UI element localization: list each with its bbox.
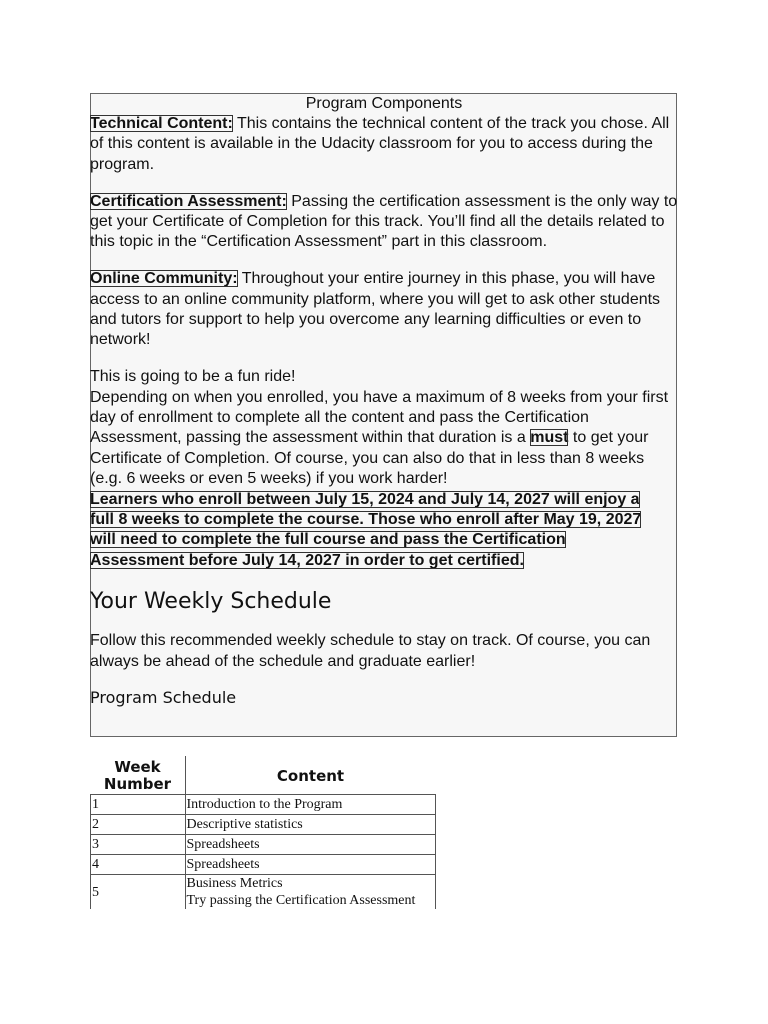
schedule-table	[90, 756, 436, 909]
notice-line-3: will need to complete the full course and pass the Certification	[90, 531, 566, 549]
week-cell: 4	[91, 855, 186, 875]
duration-paragraph	[90, 388, 678, 490]
content-cell: Descriptive statistics	[185, 815, 436, 835]
content-header: Content	[185, 756, 436, 795]
community-paragraph	[90, 269, 678, 351]
content-cell: Spreadsheets	[185, 835, 436, 855]
notice-line-4: Assessment before July 14, 2027 in order to get certified.	[90, 551, 524, 569]
community-text: Throughout your entire journey in this phase, you will have access to an online community platform, where you will get to ask other students and tutors for support to help you overcome any learning difficulties or even to network!	[90, 270, 661, 349]
table-header-row	[91, 756, 436, 795]
program-schedule-heading: Program Schedule	[90, 688, 237, 708]
weekly-schedule-text: Follow this recommended weekly schedule to stay on track. Of course, you can always be ahead of the schedule and graduate earlier!	[90, 632, 651, 670]
content-cell	[185, 875, 436, 910]
content-line-2: Try passing the Certification Assessment	[186, 893, 416, 908]
caption: Program Components	[305, 95, 463, 112]
notice-line-2: full 8 weeks to complete the course. Those who enroll after May 19, 2027	[90, 511, 642, 529]
certification-paragraph	[90, 192, 678, 253]
week-number-header	[91, 756, 186, 795]
table-row	[91, 835, 436, 855]
technical-content-paragraph	[90, 114, 678, 175]
week-cell: 2	[91, 815, 186, 835]
week-cell: 3	[91, 835, 186, 855]
certification-label: Certification Assessment:	[90, 192, 287, 210]
duration-text-after: to get your Certificate of Completion. Of course, you can also do that in less than 8 weeks (e.g. 6 weeks or even 5 weeks) if you work harder!	[90, 429, 649, 488]
weekly-schedule-heading: Your Weekly Schedule	[90, 589, 332, 615]
table-row	[91, 795, 436, 815]
content-cell: Spreadsheets	[185, 855, 436, 875]
content-cell: Introduction to the Program	[185, 795, 436, 815]
week-header-line-2: Number	[103, 775, 172, 793]
table-row	[91, 855, 436, 875]
table-row	[91, 815, 436, 835]
technical-content-label: Technical Content:	[90, 115, 233, 132]
table-row	[91, 875, 436, 910]
week-header-line-1: Week	[114, 758, 161, 776]
must-emphasis: must	[530, 429, 569, 447]
duration-text-before: Depending on when you enrolled, you have a maximum of 8 weeks from your first day of enrollment to complete all the content and pass the Certification Assessment, passing the assessment within that duration is a	[90, 388, 669, 447]
program-components	[90, 94, 678, 708]
notice-line-1: Learners who enroll between July 15, 2024 and July 14, 2027 will enjoy a	[90, 490, 640, 508]
fun-ride-text: This is going to be a fun ride!	[90, 368, 296, 386]
technical-content-text: This contains the technical content of the track you chose. All of this content is available in the Udacity classroom for you to access during the program.	[90, 115, 670, 173]
content-line-1: Business Metrics	[186, 876, 283, 891]
community-label: Online Community:	[90, 270, 238, 288]
week-cell: 5	[91, 875, 186, 910]
certification-text: Passing the certification assessment is the only way to get your Certificate of Completion for this track. You’ll find all the details related to this topic in the “Certification Assessment” part in this classroom.	[90, 192, 678, 251]
enrollment-notice	[90, 490, 678, 572]
week-cell: 1	[91, 795, 186, 815]
